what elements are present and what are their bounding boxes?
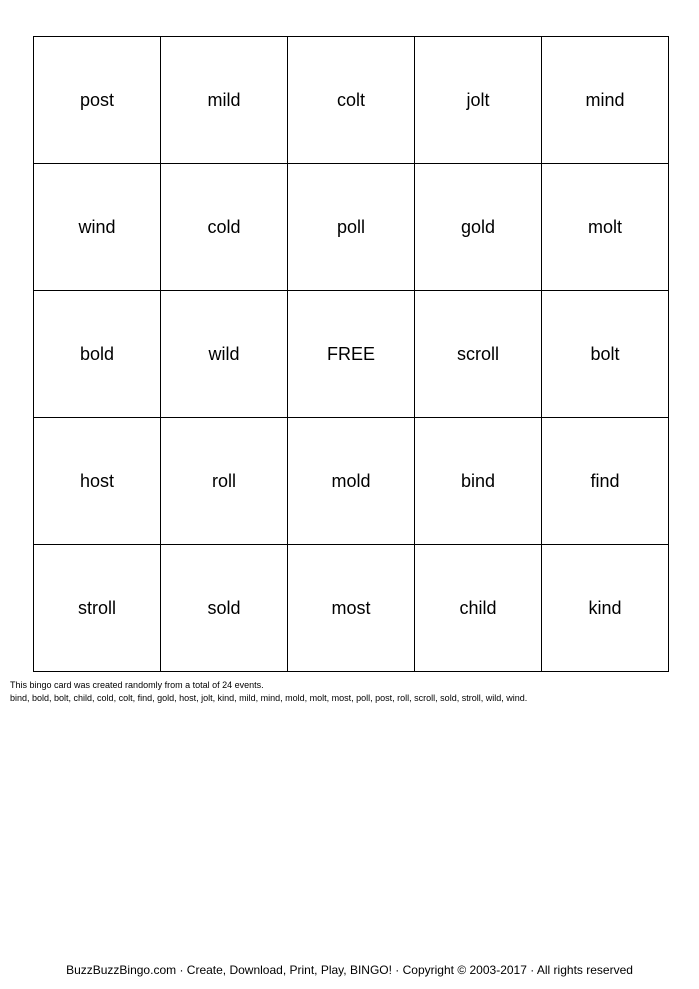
bingo-cell: sold: [161, 545, 288, 672]
bingo-cell: mold: [288, 418, 415, 545]
card-row: [34, 37, 669, 164]
bingo-cell: gold: [415, 164, 542, 291]
bingo-cell: colt: [288, 37, 415, 164]
word-list-text: bind, bold, bolt, child, cold, colt, find, gold, host, jolt, kind, mild, mind, mold, molt, most, poll, post, roll, scroll, sold, stroll, wild, wind.: [10, 693, 528, 703]
bingo-cell: post: [34, 37, 161, 164]
bingo-cell: poll: [288, 164, 415, 291]
bingo-cell: kind: [542, 545, 669, 672]
bingo-cell: scroll: [415, 291, 542, 418]
bingo-cell: find: [542, 418, 669, 545]
bingo-cell: stroll: [34, 545, 161, 672]
bingo-card: [33, 36, 669, 672]
bingo-cell: cold: [161, 164, 288, 291]
footer-text: BuzzBuzzBingo.com · Create, Download, Print, Play, BINGO! · Copyright © 2003-2017 · All rights reserved: [66, 963, 633, 977]
card-row: [34, 418, 669, 545]
bingo-cell: most: [288, 545, 415, 672]
bingo-cell: molt: [542, 164, 669, 291]
bingo-cell: host: [34, 418, 161, 545]
card-row: [34, 291, 669, 418]
bingo-cell: child: [415, 545, 542, 672]
card-row: [34, 164, 669, 291]
bingo-cell: bold: [34, 291, 161, 418]
bingo-cell: wild: [161, 291, 288, 418]
free-space-cell: FREE: [288, 291, 415, 418]
card-row: [34, 545, 669, 672]
bingo-cell: bind: [415, 418, 542, 545]
bingo-cell: bolt: [542, 291, 669, 418]
card-info-text: This bingo card was created randomly from a total of 24 events.: [10, 680, 264, 690]
bingo-cell: wind: [34, 164, 161, 291]
bingo-cell: mild: [161, 37, 288, 164]
bingo-cell: roll: [161, 418, 288, 545]
bingo-cell: mind: [542, 37, 669, 164]
bingo-cell: jolt: [415, 37, 542, 164]
